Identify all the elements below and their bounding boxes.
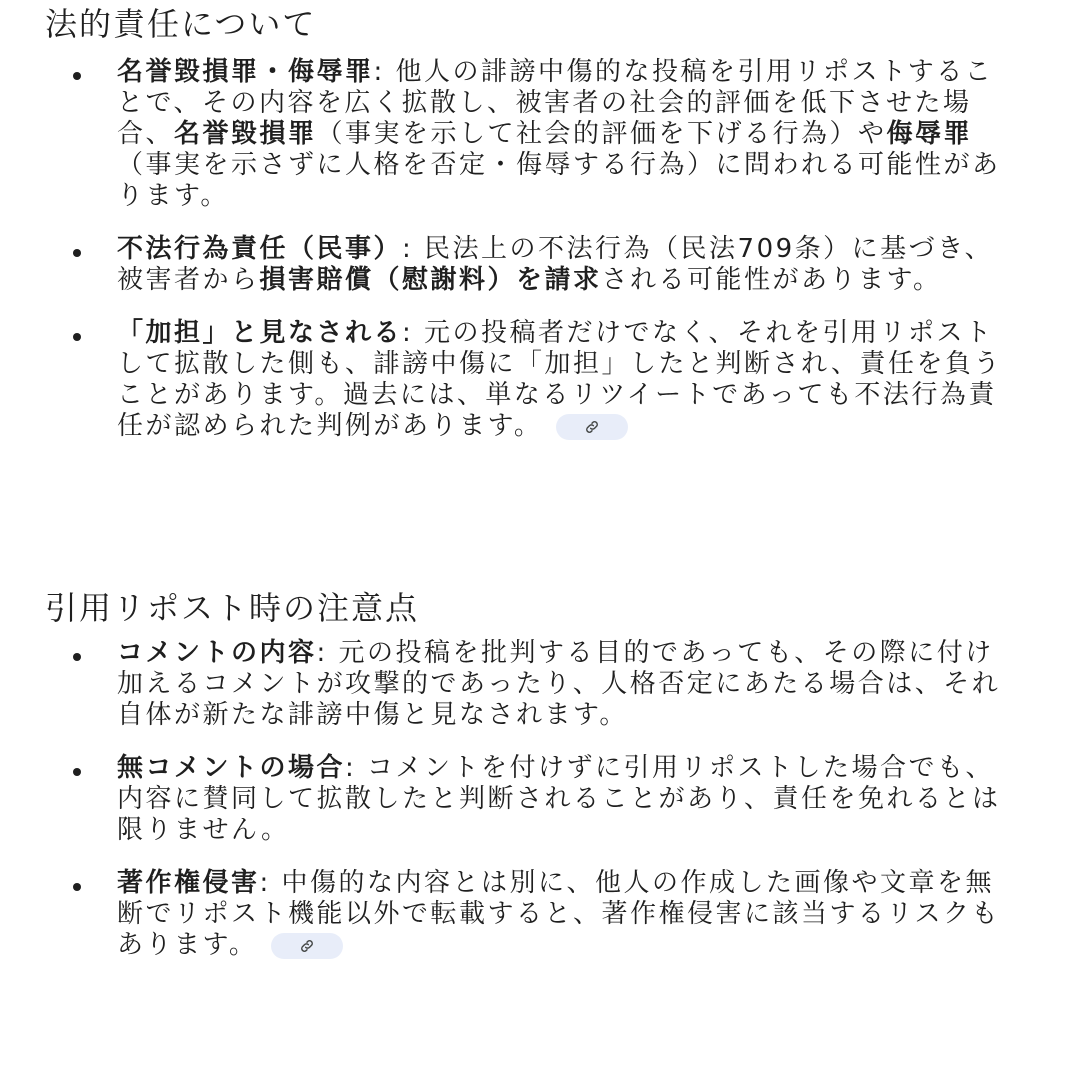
link-icon	[584, 419, 600, 435]
list-item-defamation	[0, 57, 1017, 212]
item-text: : 他人の誹謗中傷的な投稿を引用リポストすることで、その内容を広く拡散し、被害者の社会的評価を低下させた場合、	[117, 57, 994, 149]
quote-repost-cautions-list	[0, 638, 1017, 983]
list-item-complicity	[0, 318, 1017, 442]
bold-term: 名誉毀損罪・侮辱罪	[117, 57, 374, 87]
list-item-tort-liability	[0, 234, 1017, 296]
link-icon	[299, 938, 315, 954]
bold-term: コメントの内容	[117, 638, 317, 668]
item-text: : コメントを付けずに引用リポストした場合でも、内容に賛同して拡散したと判断されることがあり、責任を免れるとは限りません。	[117, 753, 1001, 845]
bold-term: 「加担」と見なされる	[117, 318, 403, 348]
bold-term: 無コメントの場合	[117, 753, 346, 783]
item-text: : 中傷的な内容とは別に、他人の作成した画像や文章を無断でリポスト機能以外で転載すると、著作権侵害に該当するリスクもあります。	[117, 868, 1000, 960]
source-link-chip[interactable]	[271, 933, 343, 959]
item-text: （事実を示さずに人格を否定・侮辱する行為）に問われる可能性があります。	[117, 150, 1001, 211]
bold-term: 不法行為責任（民事）	[117, 234, 403, 264]
item-text: : 元の投稿者だけでなく、それを引用リポストして拡散した側も、誹謗中傷に「加担」したと判断され、責任を負うことがあります。過去には、単なるリツイートであっても不法行為責任が認められた判例があります。	[117, 318, 1003, 441]
bold-term: 名誉毀損罪	[174, 119, 317, 149]
item-text: : 民法上の不法行為（民法709条）に基づき、被害者から	[117, 234, 994, 295]
list-item-copyright	[0, 868, 1017, 961]
list-item-no-comment	[0, 753, 1017, 846]
bold-term: 侮辱罪	[886, 119, 973, 149]
bold-term: 著作権侵害	[117, 868, 260, 898]
section-heading-quote-repost-cautions: 引用リポスト時の注意点	[45, 589, 420, 627]
item-text: : 元の投稿を批判する目的であっても、その際に付け加えるコメントが攻撃的であったり、人格否定にあたる場合は、それ自体が新たな誹謗中傷と見なされます。	[117, 638, 1001, 730]
bold-term: 損害賠償（慰謝料）を請求	[259, 265, 602, 295]
source-link-chip[interactable]	[556, 414, 628, 440]
item-text: される可能性があります。	[601, 265, 942, 295]
legal-liability-list	[0, 57, 1017, 464]
item-text: （事実を示して社会的評価を下げる行為）や	[316, 119, 887, 149]
section-heading-legal-liability: 法的責任について	[45, 5, 317, 43]
list-item-comment-content	[0, 638, 1017, 731]
